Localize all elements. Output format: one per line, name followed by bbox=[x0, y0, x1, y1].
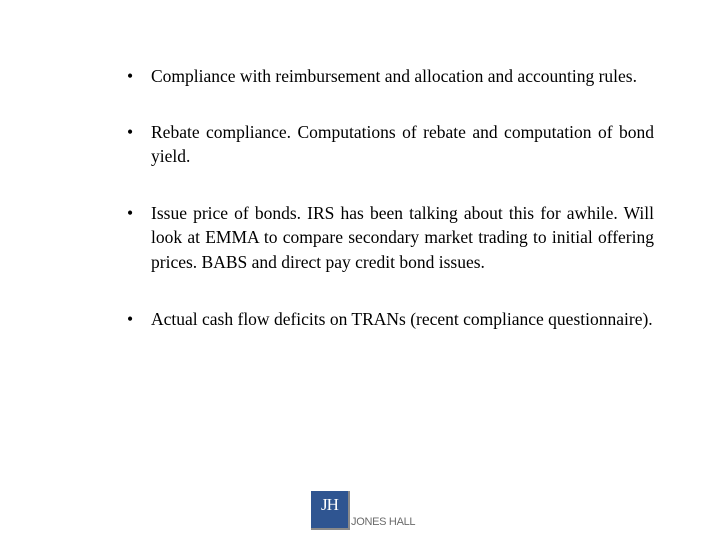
bullet-text: Rebate compliance. Computations of rebate and computation of bond yield. bbox=[151, 121, 654, 166]
bullet-text: Actual cash flow deficits on TRANs (recent compliance questionnaire). bbox=[151, 309, 653, 329]
logo-rule-horizontal bbox=[311, 528, 350, 530]
bullet-item bbox=[127, 64, 654, 89]
logo-rule-vertical bbox=[348, 491, 350, 528]
bullet-text: Issue price of bonds. IRS has been talking about this for awhile. Will look at EMMA to compare secondary market trading to initial offering prices. BABS and direct pay credit bond issues. bbox=[151, 202, 654, 272]
bullet-marker: • bbox=[127, 202, 134, 223]
logo-mark bbox=[311, 491, 348, 528]
logo-name: JONES HALL bbox=[351, 516, 416, 528]
bullet-marker: • bbox=[127, 66, 134, 86]
bullet-marker: • bbox=[127, 121, 134, 142]
bullet-list bbox=[127, 64, 654, 332]
logo-initials: JH bbox=[321, 495, 338, 514]
bullet-marker: • bbox=[127, 309, 134, 329]
bullet-item bbox=[127, 307, 654, 332]
bullet-item bbox=[127, 120, 654, 169]
jones-hall-logo bbox=[311, 491, 421, 531]
bullet-item bbox=[127, 201, 654, 275]
bullet-text: Compliance with reimbursement and allocation and accounting rules. bbox=[151, 66, 637, 86]
